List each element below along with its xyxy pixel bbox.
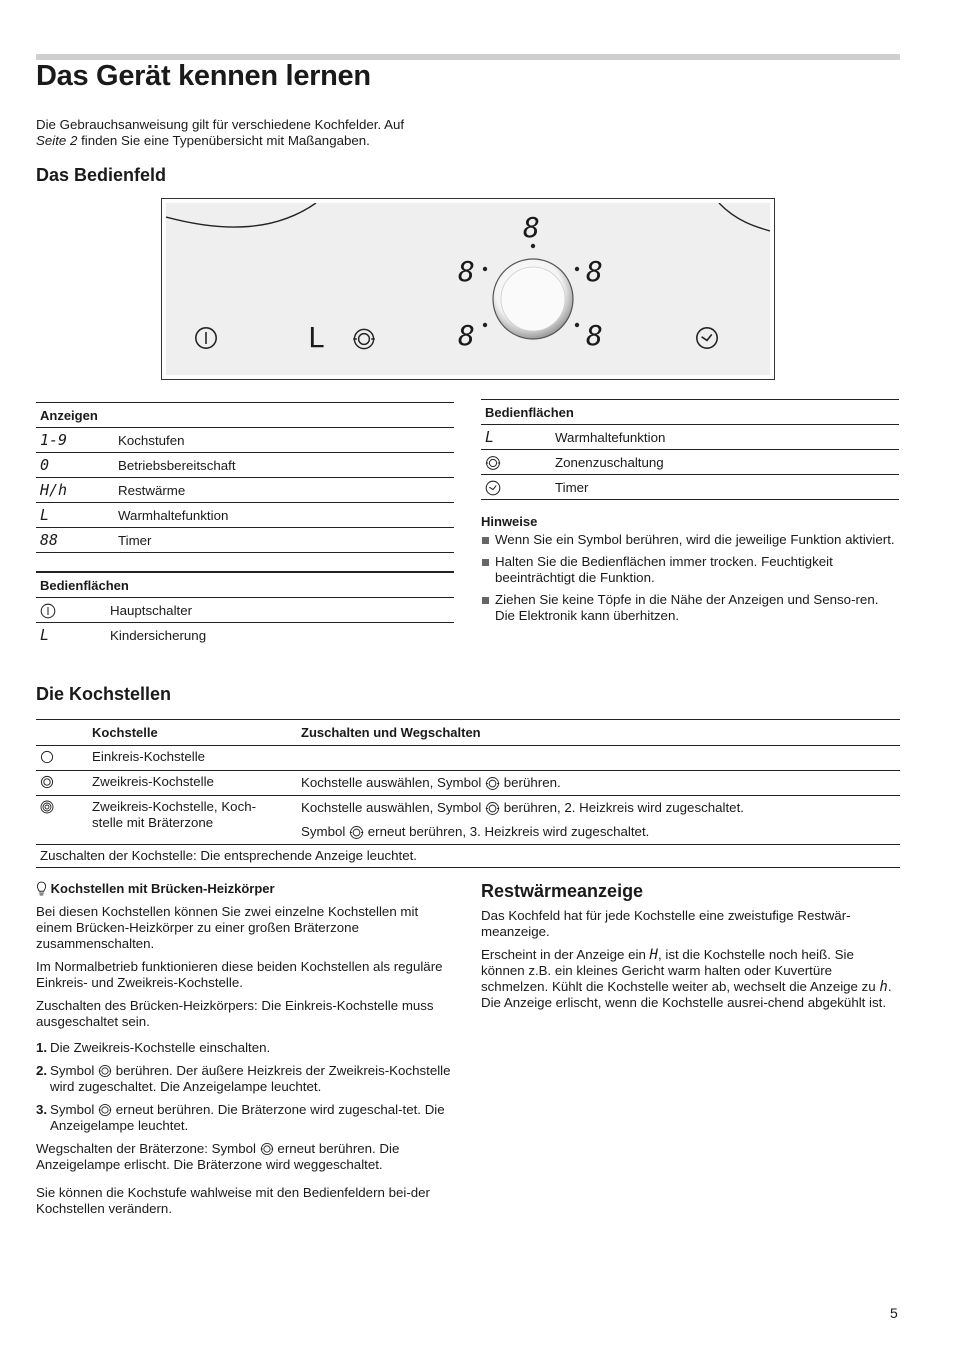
row-symbol: L (40, 626, 50, 644)
dot-lower-right (575, 323, 579, 327)
step-number: 3. (36, 1102, 48, 1117)
action-text: berühren. (503, 775, 561, 790)
steps-list (36, 1040, 456, 1134)
bedienfeld-heading: Das Bedienfeld (36, 165, 167, 185)
bruecken-heading (36, 881, 275, 896)
warm-hold-symbol: L (308, 321, 325, 354)
hob-zone-arc-left (166, 203, 316, 227)
row-symbol: 1-9 (40, 431, 68, 449)
zone-icon (260, 1142, 274, 1156)
bedienflaechen-left-table (36, 571, 454, 647)
list-item: Halten Sie die Bedienflächen immer trocken. Feuchtigkeit beeinträchtigt die Funktion. (481, 554, 901, 586)
row-label: Hauptschalter (110, 602, 193, 618)
row-label: Kindersicherung (110, 627, 207, 643)
text: , ist die Kochstelle noch heiß. Sie können z.B. ein kleines Gericht warm halten oder Kuvertüre schmelzen. Kühlt die Kochstelle weiter ab, wechselt die Anzeige zu (481, 947, 876, 994)
power-icon (40, 603, 56, 619)
dot-lower-left (483, 323, 487, 327)
zone-icon (485, 455, 501, 471)
symbol-h: h (879, 979, 888, 995)
text: Wegschalten der Bräterzone: Symbol (36, 1141, 257, 1156)
control-panel-illustration (161, 198, 775, 380)
step-text: Die Zweikreis-Kochstelle einschalten. (50, 1040, 271, 1055)
timer-icon (697, 328, 717, 348)
row-symbol (481, 478, 555, 496)
table-row (36, 428, 454, 453)
paragraph (481, 947, 901, 1011)
symbol-H: H (649, 947, 658, 963)
row-action (301, 824, 649, 840)
bulb-icon (36, 881, 47, 896)
table-row (36, 796, 900, 845)
row-action (301, 775, 561, 791)
bedienflaechen-left-header: Bedienflächen (36, 573, 454, 598)
dot-upper-right (575, 267, 579, 271)
bruecken-heading-text: Kochstellen mit Brücken-Heizkörper (50, 881, 275, 896)
text: . Die Anzeige erlischt, wenn die Kochstelle ausrei-chend abgekühlt ist. (481, 979, 892, 1010)
zone-icon (349, 825, 364, 840)
row-symbol (481, 453, 555, 471)
hob-zone-arc-right (719, 203, 770, 231)
restwaerme-section (481, 908, 901, 1018)
action-text: berühren, 2. Heizkreis wird zugeschaltet. (503, 800, 744, 815)
double-ring-icon (39, 774, 55, 790)
step-number: 2. (36, 1063, 48, 1078)
dot-upper-left (483, 267, 487, 271)
list-item (36, 1102, 456, 1134)
row-label: Warmhaltefunktion (555, 429, 666, 445)
action-text: erneut berühren, 3. Heizkreis wird zugeschaltet. (367, 824, 650, 839)
power-icon (196, 328, 216, 348)
paragraph (36, 1141, 456, 1173)
zone-icon (353, 329, 375, 348)
restwaerme-heading: Restwärmeanzeige (481, 881, 644, 901)
step-text: erneut berühren. Die Bräterzone wird zugeschal-tet. Die Anzeigelampe leuchtet. (50, 1102, 445, 1133)
page-title: Das Gerät kennen lernen (36, 60, 371, 92)
step-text: Symbol (50, 1063, 95, 1078)
row-symbol: H/h (40, 481, 68, 499)
paragraph: Zuschalten des Brücken-Heizkörpers: Die Einkreis-Kochstelle muss ausgeschaltet sein. (36, 998, 434, 1029)
anzeigen-header: Anzeigen (36, 403, 454, 428)
table-row (481, 475, 899, 500)
text: erneut berühren. Die Anzeigelampe erlischt. Die Bräterzone wird weggeschaltet. (36, 1141, 400, 1172)
table-row (36, 528, 454, 553)
display-upper-right: 8 (586, 255, 603, 288)
timer-icon (485, 480, 501, 496)
table-row (36, 623, 454, 647)
step-number: 1. (36, 1040, 48, 1055)
row-label: Warmhaltefunktion (118, 507, 229, 523)
table-row (481, 450, 899, 475)
kochstellen-table (36, 719, 900, 868)
list-item (36, 1063, 456, 1095)
list-item (36, 1040, 456, 1056)
row-label: Restwärme (118, 482, 186, 498)
step-text: berühren. Der äußere Heizkreis der Zweikreis-Kochstelle wird zugeschaltet. Die Anzeigelampe leuchtet. (50, 1063, 451, 1094)
table-row (36, 771, 900, 796)
display-upper-left: 8 (458, 255, 475, 288)
bedienflaechen-right-table (481, 399, 899, 500)
intro-text (36, 117, 476, 149)
row-action (301, 800, 744, 816)
row-name: Zweikreis-Kochstelle, Koch-stelle mit Bräterzone (92, 799, 257, 830)
control-panel-surface (166, 203, 770, 375)
row-symbol (36, 601, 110, 619)
action-text: Symbol (301, 824, 346, 839)
intro-page-link[interactable]: Seite 2 (36, 133, 78, 148)
dot-top (531, 244, 535, 248)
table-row (36, 503, 454, 528)
kochstellen-header-row (36, 720, 900, 746)
table-row (36, 453, 454, 478)
anzeigen-table (36, 402, 454, 553)
col-schalten: Zuschalten und Wegschalten (301, 725, 481, 740)
page-number: 5 (890, 1305, 898, 1321)
display-lower-left: 8 (458, 319, 475, 352)
row-name: Zweikreis-Kochstelle (92, 774, 214, 789)
text: Erscheint in der Anzeige ein (481, 947, 646, 962)
zone-icon (485, 776, 500, 791)
triple-ring-icon (39, 799, 55, 815)
row-symbol: 0 (40, 456, 50, 474)
zone-icon (98, 1064, 112, 1078)
bruecken-section (36, 904, 456, 1224)
list-item: Wenn Sie ein Symbol berühren, wird die jeweilige Funktion aktiviert. (481, 532, 901, 548)
row-label: Timer (555, 479, 589, 495)
paragraph: Bei diesen Kochstellen können Sie zwei einzelne Kochstellen mit einem Brücken-Heizkörper zu einer großen Bräterzone zusammenschalten. (36, 904, 419, 951)
table-footer-row (36, 845, 900, 868)
display-lower-right: 8 (586, 319, 603, 352)
step-text: Symbol (50, 1102, 95, 1117)
paragraph: Das Kochfeld hat für jede Kochstelle eine zweistufige Restwär-meanzeige. (481, 908, 851, 939)
table-row (36, 598, 454, 623)
row-label: Kochstufen (118, 432, 185, 448)
row-label: Betriebsbereitschaft (118, 457, 236, 473)
intro-part2: finden Sie eine Typenübersicht mit Maßangaben. (77, 133, 370, 148)
row-symbol: L (485, 428, 495, 446)
table-row (481, 425, 899, 450)
col-kochstelle: Kochstelle (92, 725, 158, 740)
row-symbol: 88 (40, 531, 59, 549)
table-row (36, 746, 900, 771)
action-text: Kochstelle auswählen, Symbol (301, 800, 482, 815)
zone-icon (98, 1103, 112, 1117)
intro-part1: Die Gebrauchsanweisung gilt für verschiedene Kochfelder. Auf (36, 117, 405, 132)
row-label: Timer (118, 532, 152, 548)
zone-icon (485, 801, 500, 816)
action-text: Kochstelle auswählen, Symbol (301, 775, 482, 790)
hinweise-box (481, 514, 901, 630)
footer-text: Zuschalten der Kochstelle: Die entsprechende Anzeige leuchtet. (40, 848, 417, 863)
display-top: 8 (523, 211, 540, 244)
kochstellen-heading: Die Kochstellen (36, 684, 172, 704)
hinweise-title: Hinweise (481, 514, 538, 529)
list-item: Ziehen Sie keine Töpfe in die Nähe der Anzeigen und Senso-ren. Die Elektronik kann überhitzen. (481, 592, 901, 624)
paragraph: Sie können die Kochstufe wahlweise mit den Bedienfeldern bei-der Kochstellen verändern. (36, 1185, 430, 1216)
row-label: Zonenzuschaltung (555, 454, 664, 470)
bedienflaechen-right-header: Bedienflächen (481, 400, 899, 425)
paragraph: Im Normalbetrieb funktionieren diese beiden Kochstellen als reguläre Einkreis- und Zweikreis-Kochstelle. (36, 959, 443, 990)
table-row (36, 478, 454, 503)
row-name: Einkreis-Kochstelle (92, 749, 206, 764)
row-symbol: L (40, 506, 50, 524)
single-ring-icon (39, 749, 55, 765)
